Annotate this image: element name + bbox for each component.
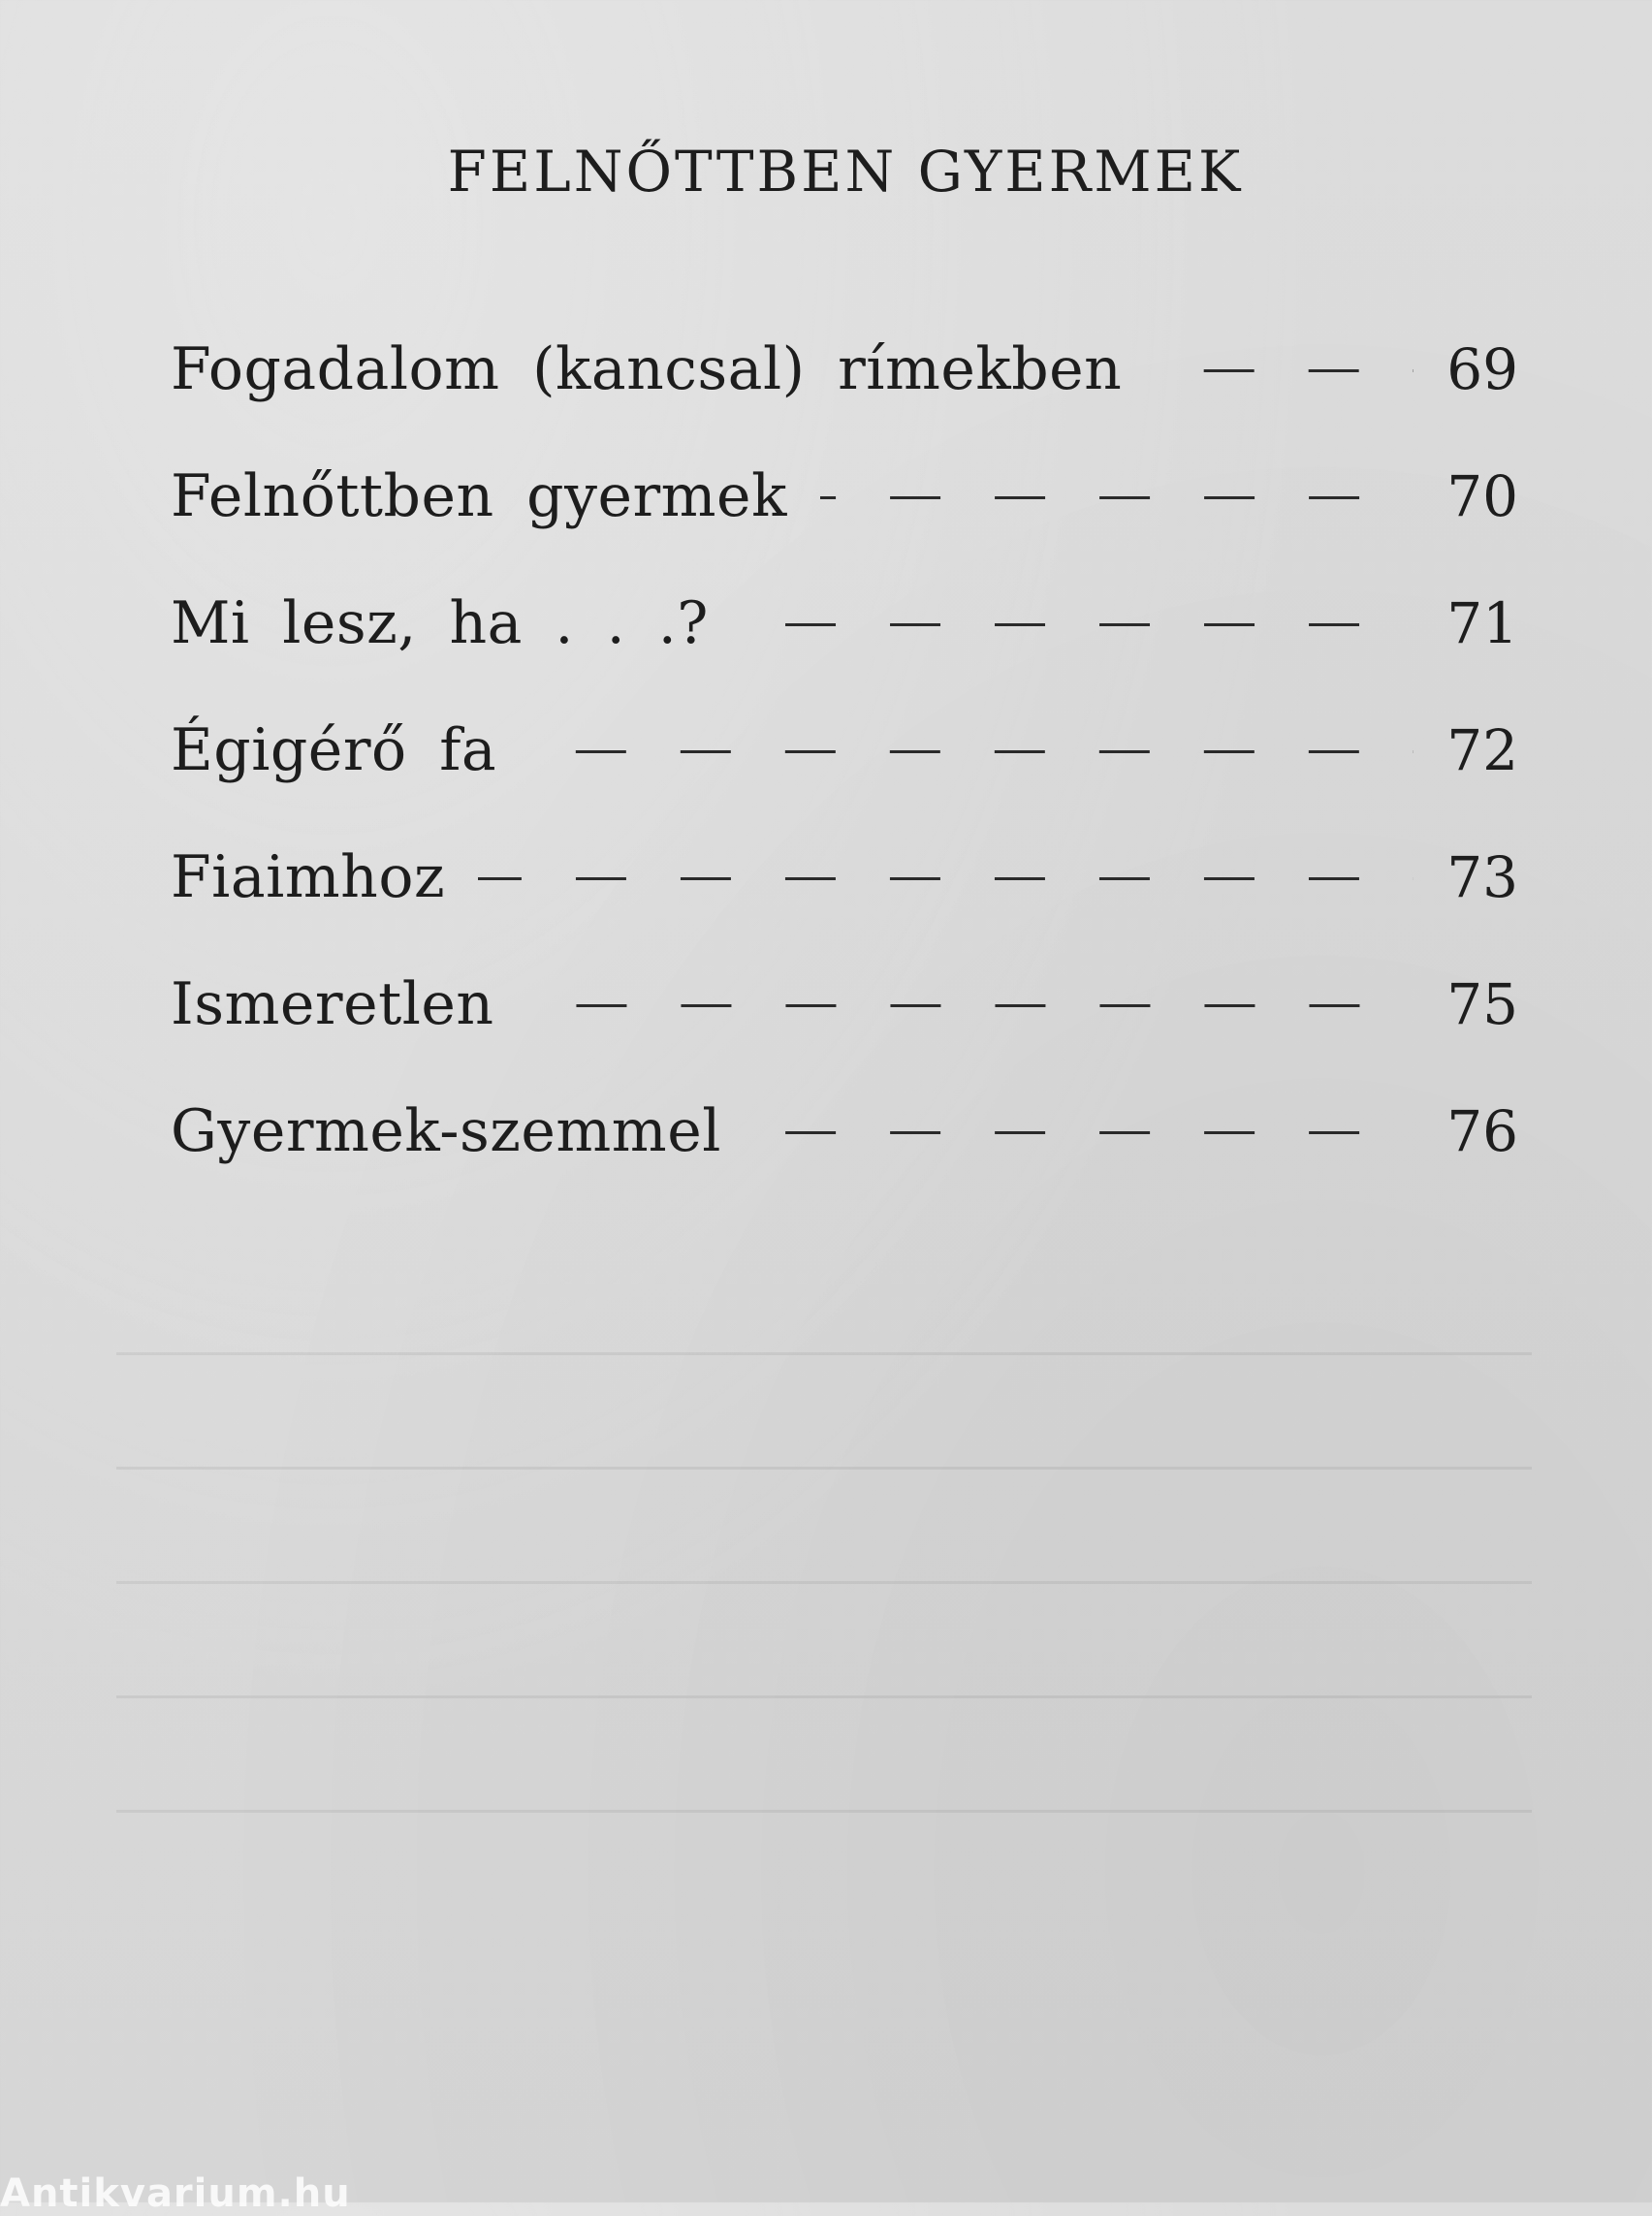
toc-entry-title: Gyermek-szemmel bbox=[171, 1096, 721, 1165]
toc-entry bbox=[171, 432, 1518, 559]
toc-page-number: 76 bbox=[1446, 1097, 1518, 1164]
dash-leader bbox=[529, 750, 1414, 753]
dash-leader bbox=[527, 1004, 1414, 1007]
toc-entry bbox=[171, 1067, 1518, 1194]
toc-entry-title: Ismeretlen bbox=[171, 969, 494, 1038]
toc-entry bbox=[171, 813, 1518, 940]
dash-leader bbox=[478, 877, 1414, 880]
toc-entry-title: Fogadalom (kancsal) rímekben bbox=[171, 334, 1123, 403]
dash-leader bbox=[754, 1131, 1414, 1134]
watermark: Antikvarium.hu bbox=[0, 2171, 351, 2216]
dash-leader bbox=[1155, 369, 1414, 372]
table-of-contents bbox=[171, 305, 1518, 1194]
toc-page-number: 72 bbox=[1446, 716, 1518, 783]
toc-entry bbox=[171, 305, 1518, 432]
toc-entry-title: Felnőttben gyermek bbox=[171, 461, 787, 530]
toc-entry bbox=[171, 559, 1518, 686]
toc-page-number: 70 bbox=[1446, 462, 1518, 529]
toc-entry-title: Mi lesz, ha . . .? bbox=[171, 588, 709, 657]
section-title: FELNŐTTBEN GYERMEK bbox=[447, 139, 1244, 205]
toc-page-number: 75 bbox=[1446, 970, 1518, 1037]
toc-page-number: 71 bbox=[1446, 589, 1518, 656]
toc-page-number: 73 bbox=[1446, 843, 1518, 910]
toc-entry-title: Égigérő fa bbox=[171, 715, 497, 784]
toc-entry bbox=[171, 686, 1518, 813]
dash-leader bbox=[820, 496, 1414, 499]
toc-page-number: 69 bbox=[1446, 335, 1518, 402]
show-through-texture bbox=[116, 1241, 1532, 2113]
dash-leader bbox=[742, 623, 1414, 626]
toc-entry bbox=[171, 940, 1518, 1067]
toc-entry-title: Fiaimhoz bbox=[171, 842, 446, 911]
